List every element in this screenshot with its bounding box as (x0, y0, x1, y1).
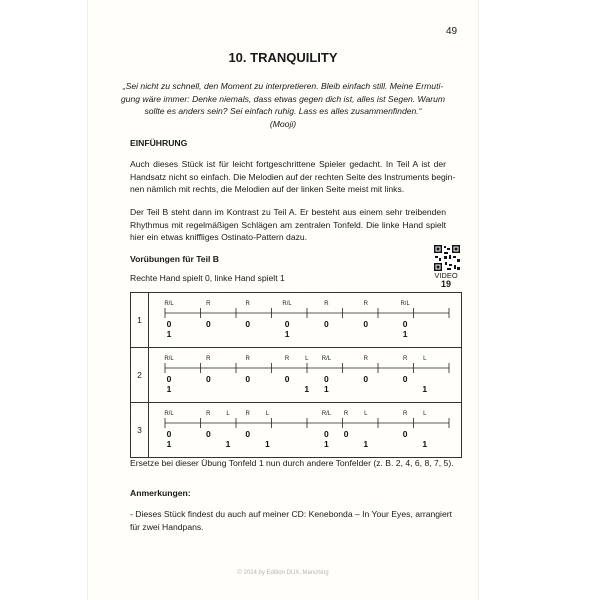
rhythm-notation (149, 293, 464, 347)
book-page (88, 0, 478, 600)
quote-line: sollte es anders sein? Sei einfach ruhig. Lass es alles zusammenfinden.“ (144, 106, 422, 116)
paragraph-line: nen nämlich mit rechts, die Melodien auf der linken Seite meist mit links. (130, 184, 405, 194)
video-badge (427, 272, 465, 288)
hand-label: L (423, 411, 427, 417)
note-value: 0 (166, 319, 172, 329)
note-value: 0 (402, 429, 408, 439)
hand-label: R (402, 356, 408, 362)
note-value: 0 (324, 374, 329, 384)
rhythm-cell (149, 403, 462, 458)
exercise-table (130, 292, 462, 458)
hand-label: R/L (400, 301, 410, 307)
hand-label: L (226, 411, 230, 417)
paragraph-line: Auch dieses Stück ist für leicht fortgeschrittene Spieler gedacht. In Teil A ist der (130, 159, 446, 169)
note-value: 0 (284, 319, 290, 329)
note-value: 0 (205, 429, 211, 439)
rhythm-notation (149, 403, 464, 457)
quote-line: „Sei nicht zu schnell, den Moment zu interpretieren. Bleib einfach still. Meine Ermuti- (122, 81, 444, 91)
paragraph-line: Rhythmus mit regelmäßigen Schlägen am zentralen Tonfeld. Die linke Hand spielt (130, 219, 446, 230)
note-value: 1 (324, 439, 329, 449)
note-value: 1 (265, 439, 270, 449)
hand-label: R (245, 411, 250, 417)
exercises-heading: Vorübungen für Teil B (130, 254, 219, 264)
notes-line: - Dieses Stück findest du auch auf meiner CD: Kenebonda – In Your Eyes, arrangiert (130, 509, 452, 519)
video-number: 19 (440, 279, 451, 289)
hand-label: R (363, 301, 368, 307)
note-value: 0 (245, 319, 251, 329)
note-value: 1 (225, 439, 231, 449)
hand-label: R (206, 411, 211, 417)
hand-label: R/L (321, 356, 332, 362)
rhythm-notation (149, 348, 464, 402)
note-value: 0 (363, 319, 369, 329)
note-value: 0 (324, 319, 329, 329)
hand-label: R (343, 411, 349, 417)
note-value: 1 (166, 384, 172, 394)
note-value: 0 (402, 374, 408, 384)
hand-label: R (284, 356, 290, 362)
note-value: 0 (363, 374, 369, 384)
note-value: 0 (166, 374, 172, 384)
quote-line: gung wäre immer: Denke niemals, dass etwas gegen dich ist, alles ist Segen. Warum (120, 93, 446, 104)
row-label: 1 (131, 293, 149, 348)
note-value: 0 (205, 319, 211, 329)
exercises-subline: Rechte Hand spielt 0, linke Hand spielt 1 (130, 273, 285, 283)
qr-code-icon[interactable] (433, 244, 461, 272)
hand-label: L (364, 411, 368, 417)
notes-text (130, 508, 452, 533)
exercise-row (131, 403, 462, 458)
note-value: 1 (166, 329, 172, 339)
note-value: 1 (324, 384, 329, 394)
note-value: 1 (422, 384, 428, 394)
hand-label: R/L (321, 411, 332, 417)
note-value: 0 (284, 374, 290, 384)
note-value: 0 (343, 429, 349, 439)
exercise-row (131, 293, 462, 348)
page-title: 10. TRANQUILITY (228, 50, 338, 65)
note-value: 1 (304, 384, 310, 394)
intro-paragraph-2 (130, 206, 446, 244)
hand-label: R/L (282, 301, 292, 307)
note-value: 1 (422, 439, 428, 449)
hand-label: R (402, 411, 408, 417)
note-value: 0 (166, 429, 172, 439)
hand-label: L (423, 356, 427, 362)
intro-paragraph-1 (130, 158, 456, 196)
rhythm-cell (149, 348, 462, 403)
hand-label: R (245, 356, 250, 362)
row-label: 2 (131, 348, 149, 403)
hand-label: R/L (164, 356, 174, 362)
hand-label: R (206, 301, 211, 307)
exercise-row (131, 348, 462, 403)
hand-label: L (305, 356, 309, 362)
quote-author: (Mooji) (269, 118, 297, 129)
note-value: 0 (245, 429, 251, 439)
note-value: 0 (205, 374, 211, 384)
note-value: 1 (284, 329, 290, 339)
hand-label: R/L (164, 301, 174, 307)
notes-line: für zwei Handpans. (130, 521, 204, 532)
video-label: VIDEO (434, 271, 458, 280)
note-value: 0 (402, 319, 408, 329)
rhythm-cell (149, 293, 462, 348)
hand-label: R/L (164, 411, 174, 417)
quote-block (110, 80, 456, 130)
notes-heading: Anmerkungen: (130, 488, 191, 498)
paragraph-line: Der Teil B steht dann im Kontrast zu Teil A. Er besteht aus einem sehr treibenden (130, 207, 446, 217)
hand-label: R (363, 356, 368, 362)
note-value: 1 (166, 439, 172, 449)
note-value: 0 (324, 429, 329, 439)
page-number: 49 (446, 26, 458, 37)
note-value: 0 (245, 374, 251, 384)
note-value: 1 (363, 439, 369, 449)
hand-label: L (265, 411, 270, 417)
note-value: 1 (402, 329, 408, 339)
hand-label: R (206, 356, 211, 362)
hand-label: R (324, 301, 329, 307)
exercise-instruction: Ersetze bei dieser Übung Tonfeld 1 nun durch andere Tonfelder (z. B. 2, 4, 6, 8, 7, 5). (130, 458, 454, 468)
row-label: 3 (131, 403, 149, 458)
intro-heading: EINFÜHRUNG (130, 138, 188, 148)
hand-label: R (245, 301, 250, 307)
paragraph-line: hier ein etwas kniffliges Ostinato-Pattern dazu. (130, 232, 308, 242)
paragraph-line: Handsatz nicht so einfach. Die Melodien auf der rechten Seite des Instruments begin- (130, 171, 456, 182)
copyright-footer: © 2024 by Edition DUX, Manching (237, 570, 329, 576)
